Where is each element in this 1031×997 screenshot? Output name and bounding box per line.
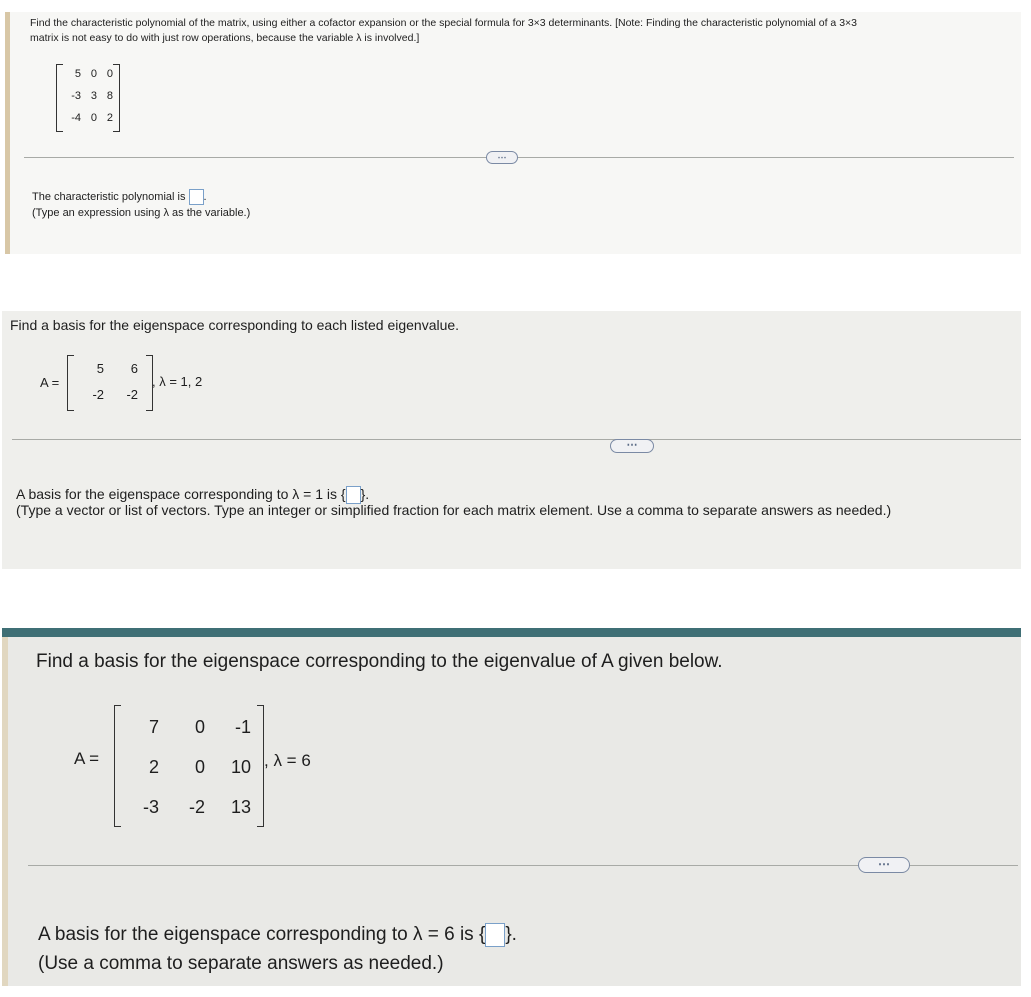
q1-cell: 3 [90, 90, 97, 102]
q2-matrix-label: A = [40, 375, 60, 390]
open-brace: { [340, 486, 346, 502]
q3-cell: -3 [142, 797, 159, 817]
q3-cell: -2 [188, 797, 205, 817]
q1-matrix [56, 64, 120, 132]
question-panel-2 [2, 311, 1021, 569]
q3-prompt: Find a basis for the eigenspace corresponding to the eigenvalue of A given below. [36, 651, 723, 672]
q3-hint: (Use a comma to separate answers as needed.) [38, 953, 444, 974]
q1-cell: 0 [90, 112, 97, 124]
q1-answer-suffix: . [203, 190, 207, 203]
q3-matrix [114, 705, 264, 827]
open-brace: { [478, 924, 486, 946]
more-options-button[interactable]: ⋯ [610, 439, 654, 453]
q2-cell: 5 [96, 361, 104, 376]
q3-cell: 0 [194, 717, 205, 737]
question-panel-1 [5, 12, 1021, 254]
q3-cell: 2 [148, 757, 159, 777]
q3-cell: 10 [230, 757, 251, 777]
q3-answer-line [38, 923, 517, 947]
q1-cell: -3 [71, 90, 81, 102]
q2-cell: -2 [92, 387, 104, 402]
q3-cell: 13 [230, 797, 251, 817]
q1-answer-input[interactable] [189, 189, 204, 205]
q3-matrix-label: A = [74, 749, 100, 768]
q3-answer-input[interactable] [485, 923, 505, 947]
q1-cell: 5 [74, 68, 81, 80]
q3-cell: -1 [234, 717, 251, 737]
q1-answer-line [32, 189, 207, 205]
q1-cell: 2 [106, 112, 113, 124]
q1-answer-prefix: The characteristic polynomial is [32, 190, 186, 203]
q2-answer-prefix: A basis for the eigenspace corresponding to λ = 1 is [16, 486, 338, 502]
q2-hint: (Type a vector or list of vectors. Type an integer or simplified fraction for each matrix element. Use a comma to separate answers as needed.) [16, 502, 892, 518]
q1-hint: (Type an expression using λ as the variable.) [32, 207, 251, 219]
q2-cell: -2 [126, 387, 138, 402]
more-options-button[interactable]: ⋯ [486, 151, 518, 164]
q1-cell: -4 [71, 112, 81, 124]
divider [12, 439, 1021, 440]
q1-cell: 8 [106, 90, 113, 102]
q3-cell: 7 [148, 717, 159, 737]
q1-prompt-line1: Find the characteristic polynomial of the matrix, using either a cofactor expansion or the special formula for 3×3 determinants. [Note: Finding the characteristic polynomial of a 3×3 [30, 17, 858, 29]
q3-eigenvalue: , λ = 6 [264, 751, 311, 770]
q3-cell: 0 [194, 757, 205, 777]
close-brace: }. [505, 924, 517, 946]
question-panel-3 [2, 628, 1021, 986]
q3-answer-prefix: A basis for the eigenspace corresponding to λ = 6 is [38, 924, 474, 946]
close-brace: }. [360, 486, 370, 502]
q1-cell: 0 [106, 68, 113, 80]
q2-eigenvalues: , λ = 1, 2 [152, 374, 203, 389]
divider [24, 157, 1014, 158]
q2-matrix [67, 355, 153, 411]
q2-cell: 6 [130, 361, 138, 376]
more-options-button[interactable]: ⋯ [858, 857, 910, 873]
q2-prompt: Find a basis for the eigenspace corresponding to each listed eigenvalue. [10, 317, 460, 333]
q1-cell: 0 [90, 68, 97, 80]
q1-prompt-line2: matrix is not easy to do with just row operations, because the variable λ is involved.] [30, 32, 420, 44]
